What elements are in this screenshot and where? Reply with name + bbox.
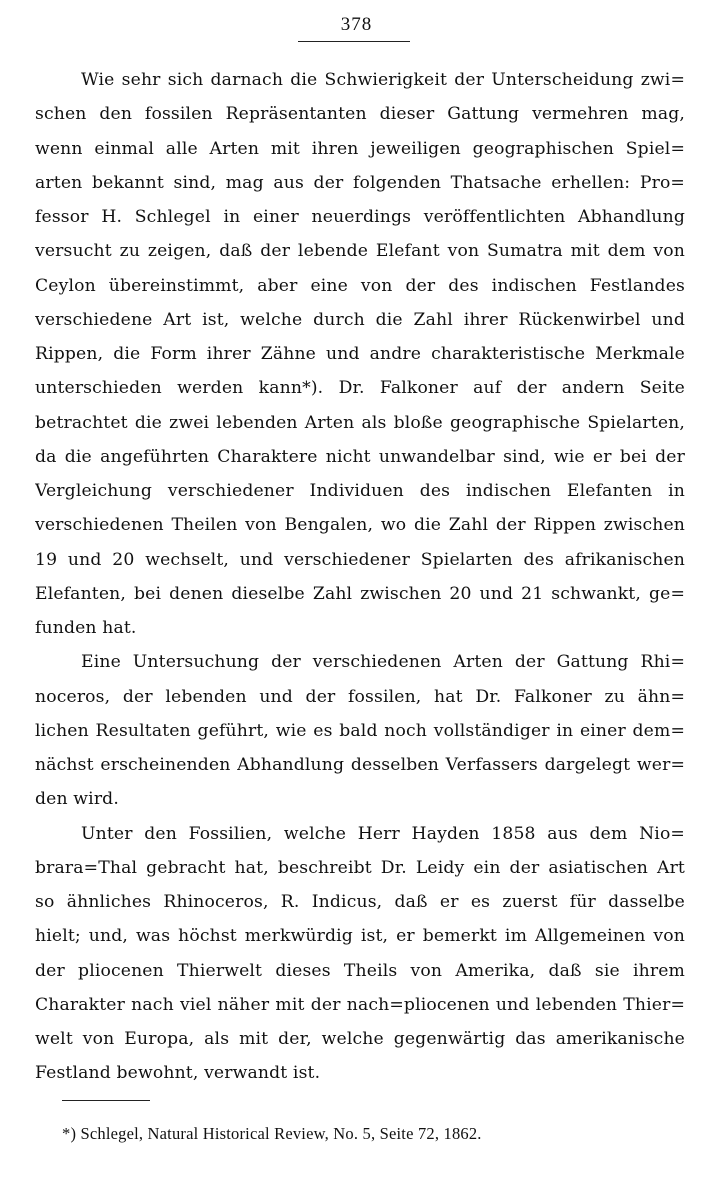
text-line: verschiedenen Theilen von Bengalen, wo die Zahl der Rippen zwischen [35, 515, 685, 536]
text-line: da die angeführten Charaktere nicht unwandelbar sind, wie er bei der [35, 446, 685, 467]
text-line: noceros, der lebenden und der fossilen, hat Dr. Falkoner zu ähn= [35, 686, 685, 707]
text-line: Vergleichung verschiedener Individuen des indischen Elefanten in [35, 481, 685, 501]
text-line: Ceylon übereinstimmt, aber eine von der des indischen Festlandes [35, 275, 685, 296]
text-line: welt von Europa, als mit der, welche gegenwärtig das amerikanische [35, 1029, 685, 1049]
text-line: schen den fossilen Repräsentanten dieser Gattung vermehren mag, [35, 104, 685, 125]
text-line: brara=Thal gebracht hat, beschreibt Dr. Leidy ein der asiatischen Art [35, 857, 685, 878]
footnote-rule [62, 1100, 150, 1101]
text-line: fessor H. Schlegel in einer neuerdings veröffentlichten Abhandlung [35, 207, 685, 227]
text-line: arten bekannt sind, mag aus der folgenden Thatsache erhellen: Pro= [35, 172, 685, 193]
text-line: lichen Resultaten geführt, wie es bald noch vollständiger in einer dem= [35, 720, 685, 741]
text-line: Charakter nach viel näher mit der nach=pliocenen und lebenden Thier= [35, 994, 685, 1015]
text-line: Rippen, die Form ihrer Zähne und andre charakteristische Merkmale [35, 344, 685, 364]
text-line: unterschieden werden kann*). Dr. Falkoner auf der andern Seite [35, 378, 685, 399]
text-line: Festland bewohnt, verwandt ist. [35, 1063, 321, 1084]
text-line: Unter den Fossilien, welche Herr Hayden 1858 aus dem Nio= [81, 823, 685, 844]
text-line: so ähnliches Rhinoceros, R. Indicus, daß er es zuerst für dasselbe [35, 892, 685, 912]
text-line: versucht zu zeigen, daß der lebende Elefant von Sumatra mit dem von [35, 241, 685, 262]
text-line: nächst erscheinenden Abhandlung desselben Verfassers dargelegt wer= [35, 755, 685, 775]
footnote: *) Schlegel, Natural Historical Review, No. 5, Seite 72, 1862. [62, 1124, 482, 1143]
text-line: Eine Untersuchung der verschiedenen Arten der Gattung Rhi= [81, 652, 685, 673]
text-line: wenn einmal alle Arten mit ihren jeweiligen geographischen Spiel= [35, 138, 685, 159]
text-line: verschiedene Art ist, welche durch die Zahl ihrer Rückenwirbel und [35, 309, 685, 330]
body-text [35, 63, 685, 1091]
page-number: 378 [340, 14, 373, 35]
text-line: hielt; und, was höchst merkwürdig ist, er bemerkt im Allgemeinen von [35, 926, 685, 947]
header-rule [298, 41, 410, 42]
paragraph-2 [35, 645, 685, 816]
text-line: 19 und 20 wechselt, und verschiedener Spielarten des afrikanischen [35, 549, 685, 570]
paragraph-1 [35, 63, 685, 645]
text-line: betrachtet die zwei lebenden Arten als bloße geographische Spielarten, [35, 412, 685, 433]
text-line: funden hat. [35, 618, 137, 638]
paragraph-3 [35, 817, 685, 1091]
text-line: Wie sehr sich darnach die Schwierigkeit der Unterscheidung zwi= [81, 70, 685, 90]
text-line: Elefanten, bei denen dieselbe Zahl zwischen 20 und 21 schwankt, ge= [35, 583, 685, 604]
text-line: den wird. [35, 789, 119, 810]
text-line: der pliocenen Thierwelt dieses Theils von Amerika, daß sie ihrem [35, 960, 685, 981]
